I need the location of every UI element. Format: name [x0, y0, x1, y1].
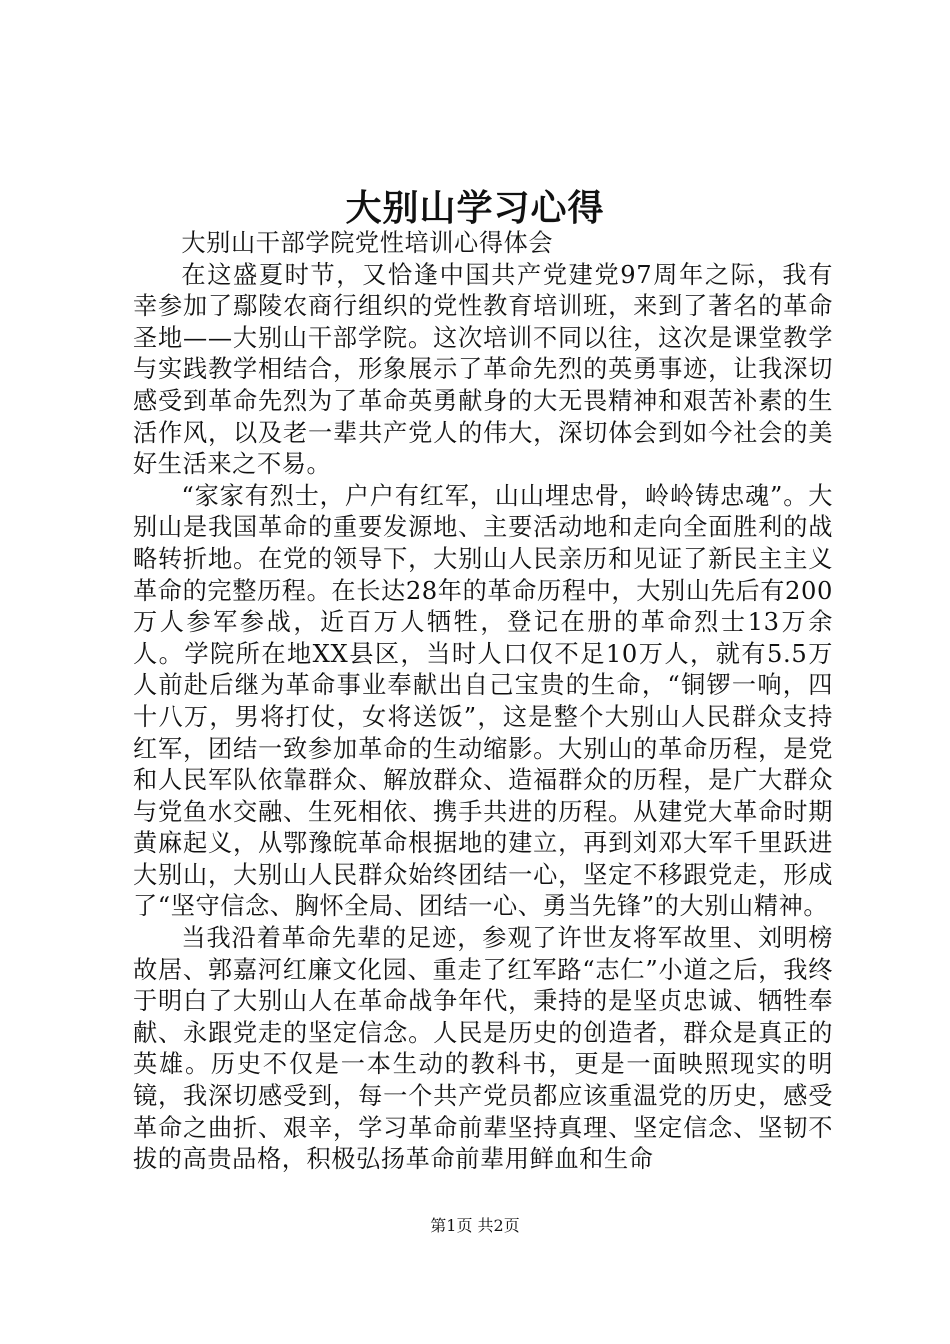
- paragraph: 当我沿着革命先辈的足迹，参观了许世友将军故里、刘明榜故居、郭嘉河红廉文化园、重走了红军路“志仁”小道之后，我终于明白了大别山人在革命战争年代，秉持的是坚贞忠诚、牺牲奉献、永跟党走的坚定信念。人民是历史的创造者，群众是真正的英雄。历史不仅是一本生动的教科书，更是一面映照现实的明镜，我深切感受到，每一个共产党员都应该重温党的历史，感受革命之曲折、艰辛，学习革命前辈坚持真理、坚定信念、坚韧不拔的高贵品格，积极弘扬革命前辈用鲜血和生命: [133, 924, 833, 1174]
- paragraph: 在这盛夏时节，又恰逢中国共产党建党97周年之际，我有幸参加了鄢陵农商行组织的党性教育培训班，来到了著名的革命圣地——大别山干部学院。这次培训不同以往，这次是课堂教学与实践教学相结合，形象展示了革命先烈的英勇事迹，让我深切感受到革命先烈为了革命英勇献身的大无畏精神和艰苦补素的生活作风，以及老一辈共产党人的伟大，深切体会到如今社会的美好生活来之不易。: [133, 260, 833, 479]
- document-body: [133, 228, 833, 1176]
- page-footer: 第1页 共2页: [430, 1216, 520, 1235]
- document-subtitle: 大别山干部学院党性培训心得体会: [181, 229, 554, 257]
- document-title: 大别山学习心得: [345, 187, 605, 229]
- paragraph: “家家有烈士，户户有红军，山山埋忠骨，岭岭铸忠魂”。大别山是我国革命的重要发源地、主要活动地和走向全面胜利的战略转折地。在党的领导下，大别山人民亲历和见证了新民主主义革命的完整历程。在长达28年的革命历程中，大别山先后有200万人参军参战，近百万人牺牲，登记在册的革命烈士13万余人。学院所在地XX县区，当时人口仅不足10万人，就有5.5万人前赴后继为革命事业奉献出自己宝贵的生命，“铜锣一响，四十八万，男将打仗，女将送饭”，这是整个大别山人民群众支持红军，团结一致参加革命的生动缩影。大别山的革命历程，是党和人民军队依靠群众、解放群众、造福群众的历程，是广大群众与党鱼水交融、生死相依、携手共进的历程。从建党大革命时期黄麻起义，从鄂豫皖革命根据地的建立，再到刘邓大军千里跃进大别山，大别山人民群众始终团结一心，坚定不移跟党走，形成了“坚守信念、胸怀全局、团结一心、勇当先锋”的大别山精神。: [133, 481, 833, 921]
